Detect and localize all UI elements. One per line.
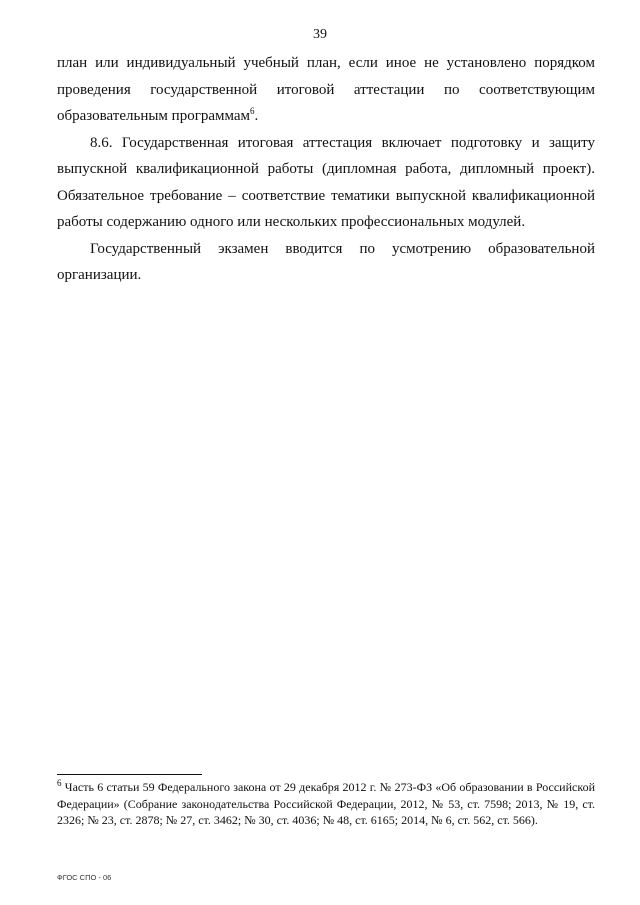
paragraph-state-exam: Государственный экзамен вводится по усмотрению образовательной организации. [57,240,595,283]
paragraph-continuation-tail: . [254,108,259,124]
paragraph-8-6: 8.6. Государственная итоговая аттестация включает подготовку и защиту выпускной квалификационной работы (дипломная работа, дипломный проект). Обязательное требование – соответствие тематики выпускной квалификационной работы содержанию одного или нескольких профессиональных модулей. [57,134,595,230]
page-number: 39 [313,27,327,42]
body-text [57,50,595,289]
footnote-separator [57,774,202,775]
paragraph-continuation [57,50,595,130]
footnote-reference[interactable]: 6 [250,106,255,116]
footer-document-code: ФГОС СПО - 06 [57,873,112,882]
footnote [57,779,595,829]
paragraph-continuation-text: план или индивидуальный учебный план, если иное не установлено порядком проведения государственной итоговой аттестации по соответствующим образовательным программам [57,55,595,124]
footnote-text: Часть 6 статьи 59 Федерального закона от 29 декабря 2012 г. № 273-ФЗ «Об образовании в Российской Федерации» (Собрание законодательства Российской Федерации, 2012, № 53, ст. 7598; 2013, № 19, ст. 2326; № 23, ст. 2878; № 27, ст. 3462; № 30, ст. 4036; № 48, ст. 6165; 2014, № 6, ст. 562, ст. 566). [57,780,595,827]
footnote-marker: 6 [57,778,62,788]
